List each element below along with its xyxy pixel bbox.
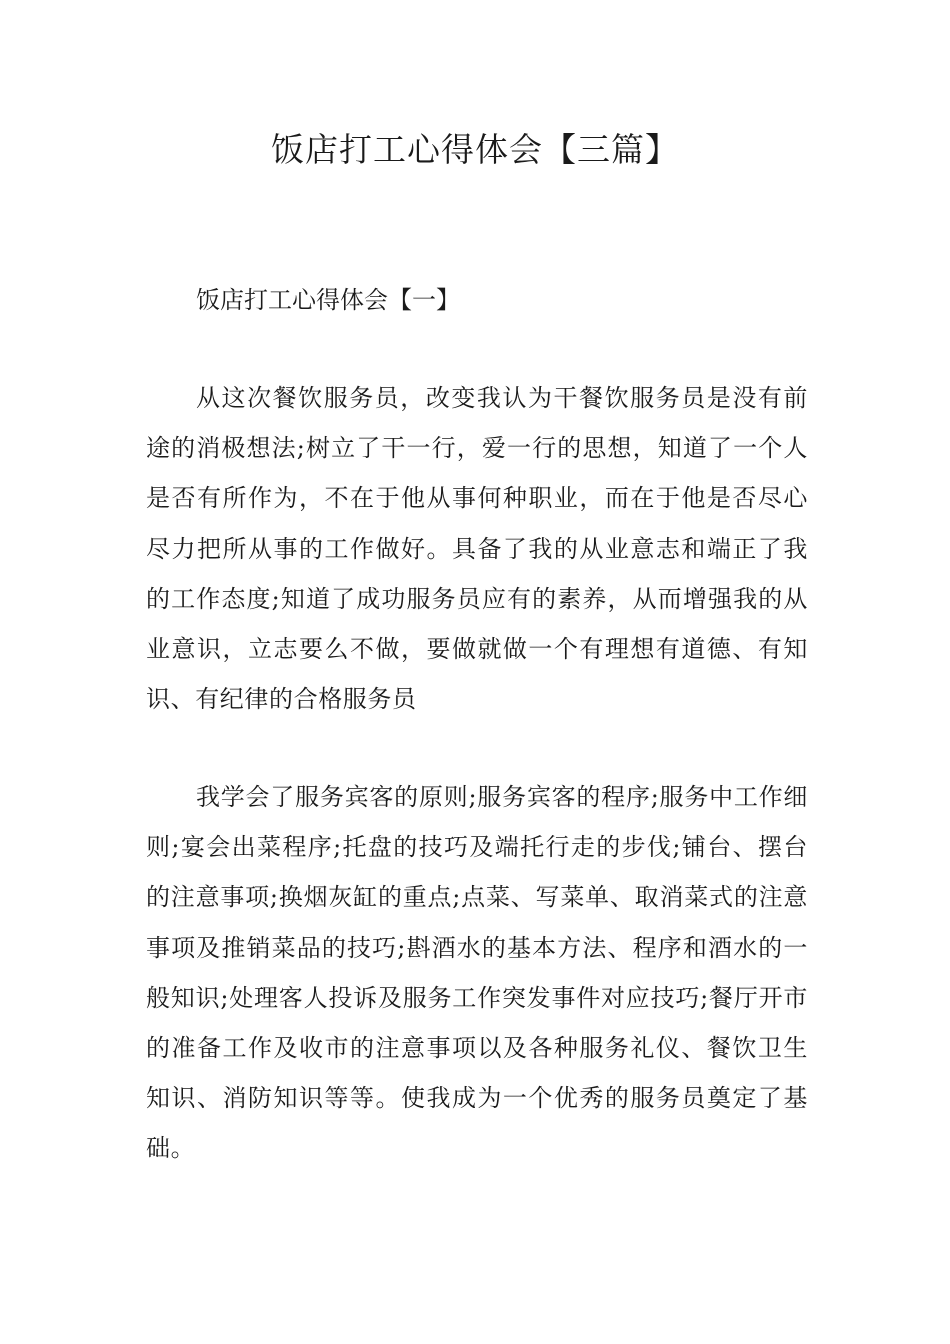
page-title: 饭店打工心得体会【三篇】 (271, 130, 679, 169)
section-heading: 饭店打工心得体会【一】 (196, 286, 460, 314)
body-paragraph-1: 从这次餐饮服务员，改变我认为干餐饮服务员是没有前途的消极想法;树立了干一行，爱一行的思想，知道了一个人是否有所作为，不在于他从事何种职业，而在于他是否尽心尽力把所从事的工作做好。具备了我的从业意志和端正了我的工作态度;知道了成功服务员应有的素养，从而增强我的从业意识，立志要么不做，要做就做一个有理想有道德、有知识、有纪律的合格服务员 (146, 384, 808, 714)
body-paragraph-2: 我学会了服务宾客的原则;服务宾客的程序;服务中工作细则;宴会出菜程序;托盘的技巧及端托行走的步伐;铺台、摆台的注意事项;换烟灰缸的重点;点菜、写菜单、取消菜式的注意事项及推销菜品的技巧;斟酒水的基本方法、程序和酒水的一般知识;处理客人投诉及服务工作突发事件对应技巧;餐厅开市的准备工作及收市的注意事项以及各种服务礼仪、餐饮卫生知识、消防知识等等。使我成为一个优秀的服务员奠定了基础。 (146, 783, 808, 1163)
